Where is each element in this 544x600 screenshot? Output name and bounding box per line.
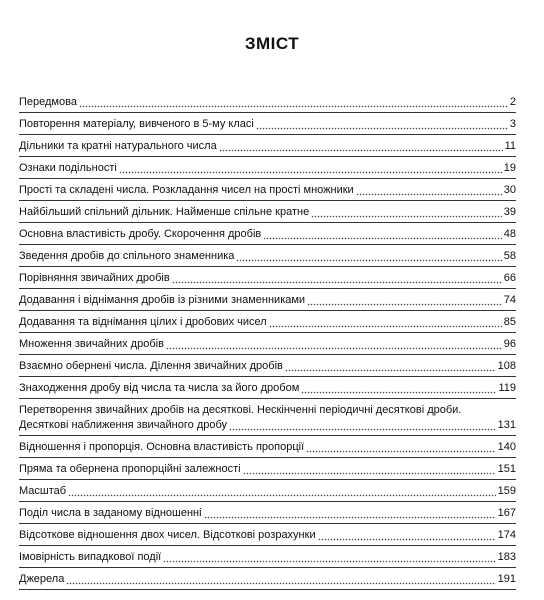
dot-leader [163, 554, 495, 563]
divider [19, 479, 516, 480]
entry-title: Прості та складені числа. Розкладання чисел на прості множники [19, 184, 354, 196]
entry-page: 3 [509, 118, 516, 130]
divider [19, 134, 516, 135]
dot-leader [79, 99, 508, 108]
dot-leader [311, 209, 502, 218]
divider [19, 376, 516, 377]
entry-title: Повторення матеріалу, вивченого в 5-му класі [19, 118, 254, 130]
toc-entry [19, 463, 516, 480]
divider [19, 398, 516, 399]
divider [19, 310, 516, 311]
entry-title: Джерела [19, 573, 65, 585]
toc-entry [19, 162, 516, 179]
entry-page: 39 [503, 206, 516, 218]
divider [19, 222, 516, 223]
divider [19, 567, 516, 568]
entry-page: 108 [497, 360, 516, 372]
dot-leader [68, 488, 496, 497]
dot-leader [172, 275, 502, 284]
entry-title-continued: Десяткові наближення звичайного дробу [19, 419, 228, 431]
divider [19, 501, 516, 502]
divider [19, 288, 516, 289]
entry-page: 131 [497, 419, 516, 431]
toc-entry [19, 485, 516, 502]
dot-leader [301, 385, 496, 394]
dot-leader [219, 143, 503, 152]
dot-leader [66, 576, 495, 585]
dot-leader [119, 165, 502, 174]
entry-page: 140 [497, 441, 516, 453]
divider [19, 112, 516, 113]
entry-page: 48 [503, 228, 516, 240]
toc-entry [19, 118, 516, 135]
toc-entry [19, 316, 516, 333]
entry-title: Пряма та обернена пропорційні залежності [19, 463, 241, 475]
entry-page: 119 [498, 382, 516, 394]
entry-page: 85 [503, 316, 516, 328]
dot-leader [318, 532, 496, 541]
divider [19, 457, 516, 458]
toc-entry [19, 404, 516, 436]
toc-entry [19, 551, 516, 568]
entry-title: Найбільший спільний дільник. Найменше спільне кратне [19, 206, 310, 218]
dot-leader [236, 253, 501, 262]
entry-page: 167 [497, 507, 516, 519]
toc-entry [19, 573, 516, 590]
divider [19, 545, 516, 546]
entry-page: 151 [497, 463, 516, 475]
toc-entry [19, 206, 516, 223]
toc-entry [19, 360, 516, 377]
entry-title: Поділ числа в заданому відношенні [19, 507, 202, 519]
entry-title: Додавання та віднімання цілих і дробових чисел [19, 316, 267, 328]
entry-page: 11 [504, 140, 516, 152]
dot-leader [256, 121, 508, 130]
entry-title: Ознаки подільності [19, 162, 117, 174]
table-of-contents [19, 96, 516, 590]
dot-leader [204, 510, 496, 519]
entry-title: Масштаб [19, 485, 67, 497]
entry-page: 30 [503, 184, 516, 196]
toc-entry [19, 184, 516, 201]
toc-entry [19, 228, 516, 245]
toc-entry [19, 96, 516, 113]
divider [19, 435, 516, 436]
divider [19, 523, 516, 524]
entry-title: Імовірність випадкової події [19, 551, 162, 563]
entry-title: Відсоткове відношення двох чисел. Відсоткові розрахунки [19, 529, 316, 541]
entry-title: Порівняння звичайних дробів [19, 272, 170, 284]
entry-title: Перетворення звичайних дробів на десяткові. Нескінченні періодичні десяткові дроби. [19, 404, 462, 416]
dot-leader [166, 341, 502, 350]
dot-leader [229, 422, 496, 431]
toc-entry [19, 441, 516, 458]
entry-title: Зведення дробів до спільного знаменника [19, 250, 235, 262]
entry-title: Передмова [19, 96, 77, 108]
dot-leader [356, 187, 502, 196]
divider [19, 354, 516, 355]
toc-entry [19, 250, 516, 267]
entry-page: 66 [503, 272, 516, 284]
entry-page: 2 [509, 96, 516, 108]
toc-entry [19, 294, 516, 311]
dot-leader [269, 319, 502, 328]
toc-entry [19, 338, 516, 355]
dot-leader [263, 231, 502, 240]
divider [19, 332, 516, 333]
entry-page: 96 [503, 338, 516, 350]
toc-entry [19, 272, 516, 289]
entry-page: 159 [497, 485, 516, 497]
dot-leader [306, 444, 496, 453]
entry-title: Множення звичайних дробів [19, 338, 164, 350]
toc-entry [19, 529, 516, 546]
toc-entry [19, 382, 516, 399]
entry-page: 183 [497, 551, 516, 563]
dot-leader [307, 297, 502, 306]
entry-page: 174 [497, 529, 516, 541]
toc-entry [19, 507, 516, 524]
divider [19, 589, 516, 590]
entry-title: Взаємно обернені числа. Ділення звичайних дробів [19, 360, 283, 372]
divider [19, 178, 516, 179]
divider [19, 266, 516, 267]
entry-page: 74 [503, 294, 516, 306]
divider [19, 200, 516, 201]
dot-leader [285, 363, 496, 372]
entry-title: Додавання і віднімання дробів із різними знаменниками [19, 294, 306, 306]
divider [19, 156, 516, 157]
toc-entry [19, 140, 516, 157]
entry-title: Основна властивість дробу. Скорочення дробів [19, 228, 262, 240]
entry-title: Дільники та кратні натурального числа [19, 140, 217, 152]
dot-leader [243, 466, 496, 475]
entry-title: Відношення і пропорція. Основна властивість пропорції [19, 441, 305, 453]
entry-page: 58 [503, 250, 516, 262]
entry-page: 191 [497, 573, 516, 585]
entry-title: Знаходження дробу від числа та числа за його дробом [19, 382, 300, 394]
page-title: ЗМІСТ [244, 34, 300, 53]
divider [19, 244, 516, 245]
entry-page: 19 [503, 162, 516, 174]
